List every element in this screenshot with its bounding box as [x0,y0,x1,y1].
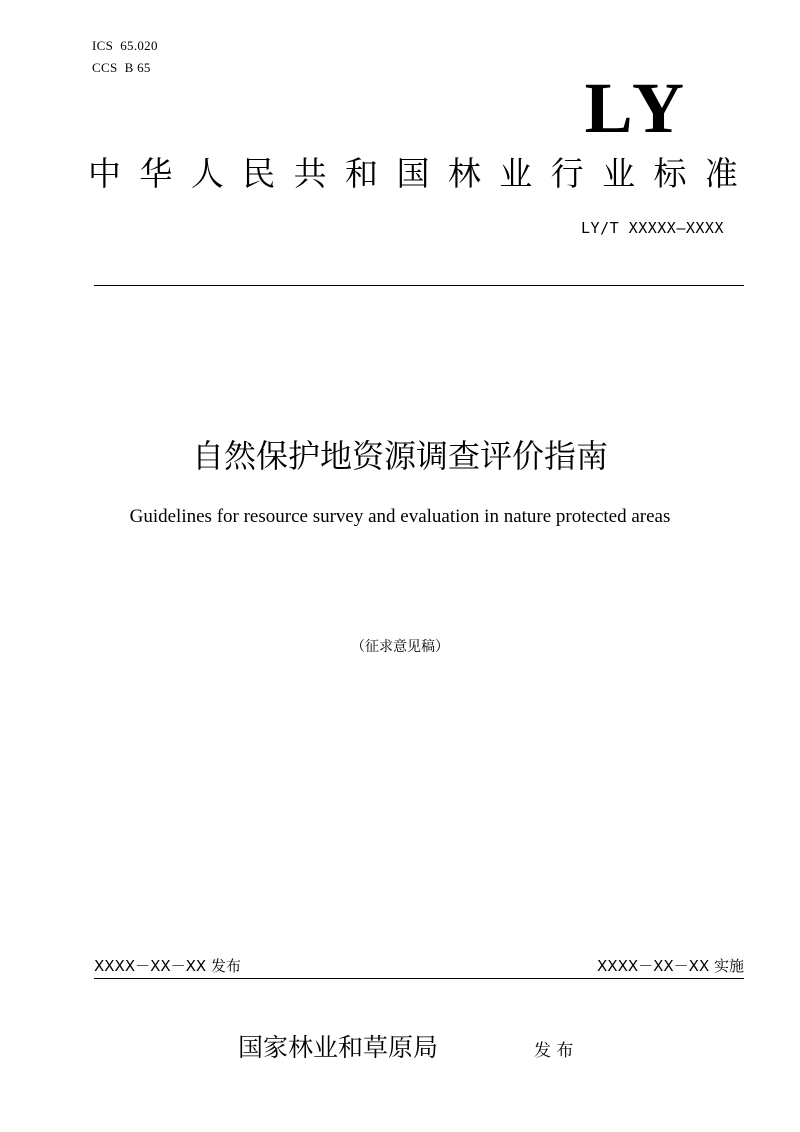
header-divider [94,285,744,286]
ly-logo: LY [584,68,690,148]
standard-number: LY/T XXXXX—XXXX [581,219,724,237]
standard-class-char: 民 [242,154,276,193]
standard-class-char: 林 [447,154,481,193]
standard-class-char: 人 [190,154,224,193]
document-title-english: Guidelines for resource survey and evaluation in nature protected areas [129,506,671,527]
footer-divider [94,978,744,979]
document-title-chinese: 自然保护地资源调查评价指南 [191,437,608,475]
standard-class-heading [88,154,738,194]
standard-class-char: 和 [345,154,379,193]
ics-code: ICS 65.020 [92,38,158,53]
draft-status: （征求意见稿） [351,639,449,655]
standard-class-char: 中 [88,154,121,193]
issue-label: 发 布 [534,1041,574,1061]
standard-class-char: 共 [293,154,327,193]
publish-date: XXXX－XX－XX 发布 [94,957,241,975]
ccs-code: CCS B 65 [92,60,151,75]
standard-class-char: 国 [396,154,430,193]
standard-class-char: 准 [704,154,738,193]
standard-class-char: 行 [550,154,584,193]
standard-class-char: 业 [499,154,533,193]
implement-date: XXXX－XX－XX 实施 [597,957,744,975]
standard-class-char: 业 [602,154,636,193]
issuing-authority: 国家林业和草原局 [238,1033,439,1062]
standard-class-char: 标 [653,154,687,193]
standard-class-char: 华 [139,154,173,193]
